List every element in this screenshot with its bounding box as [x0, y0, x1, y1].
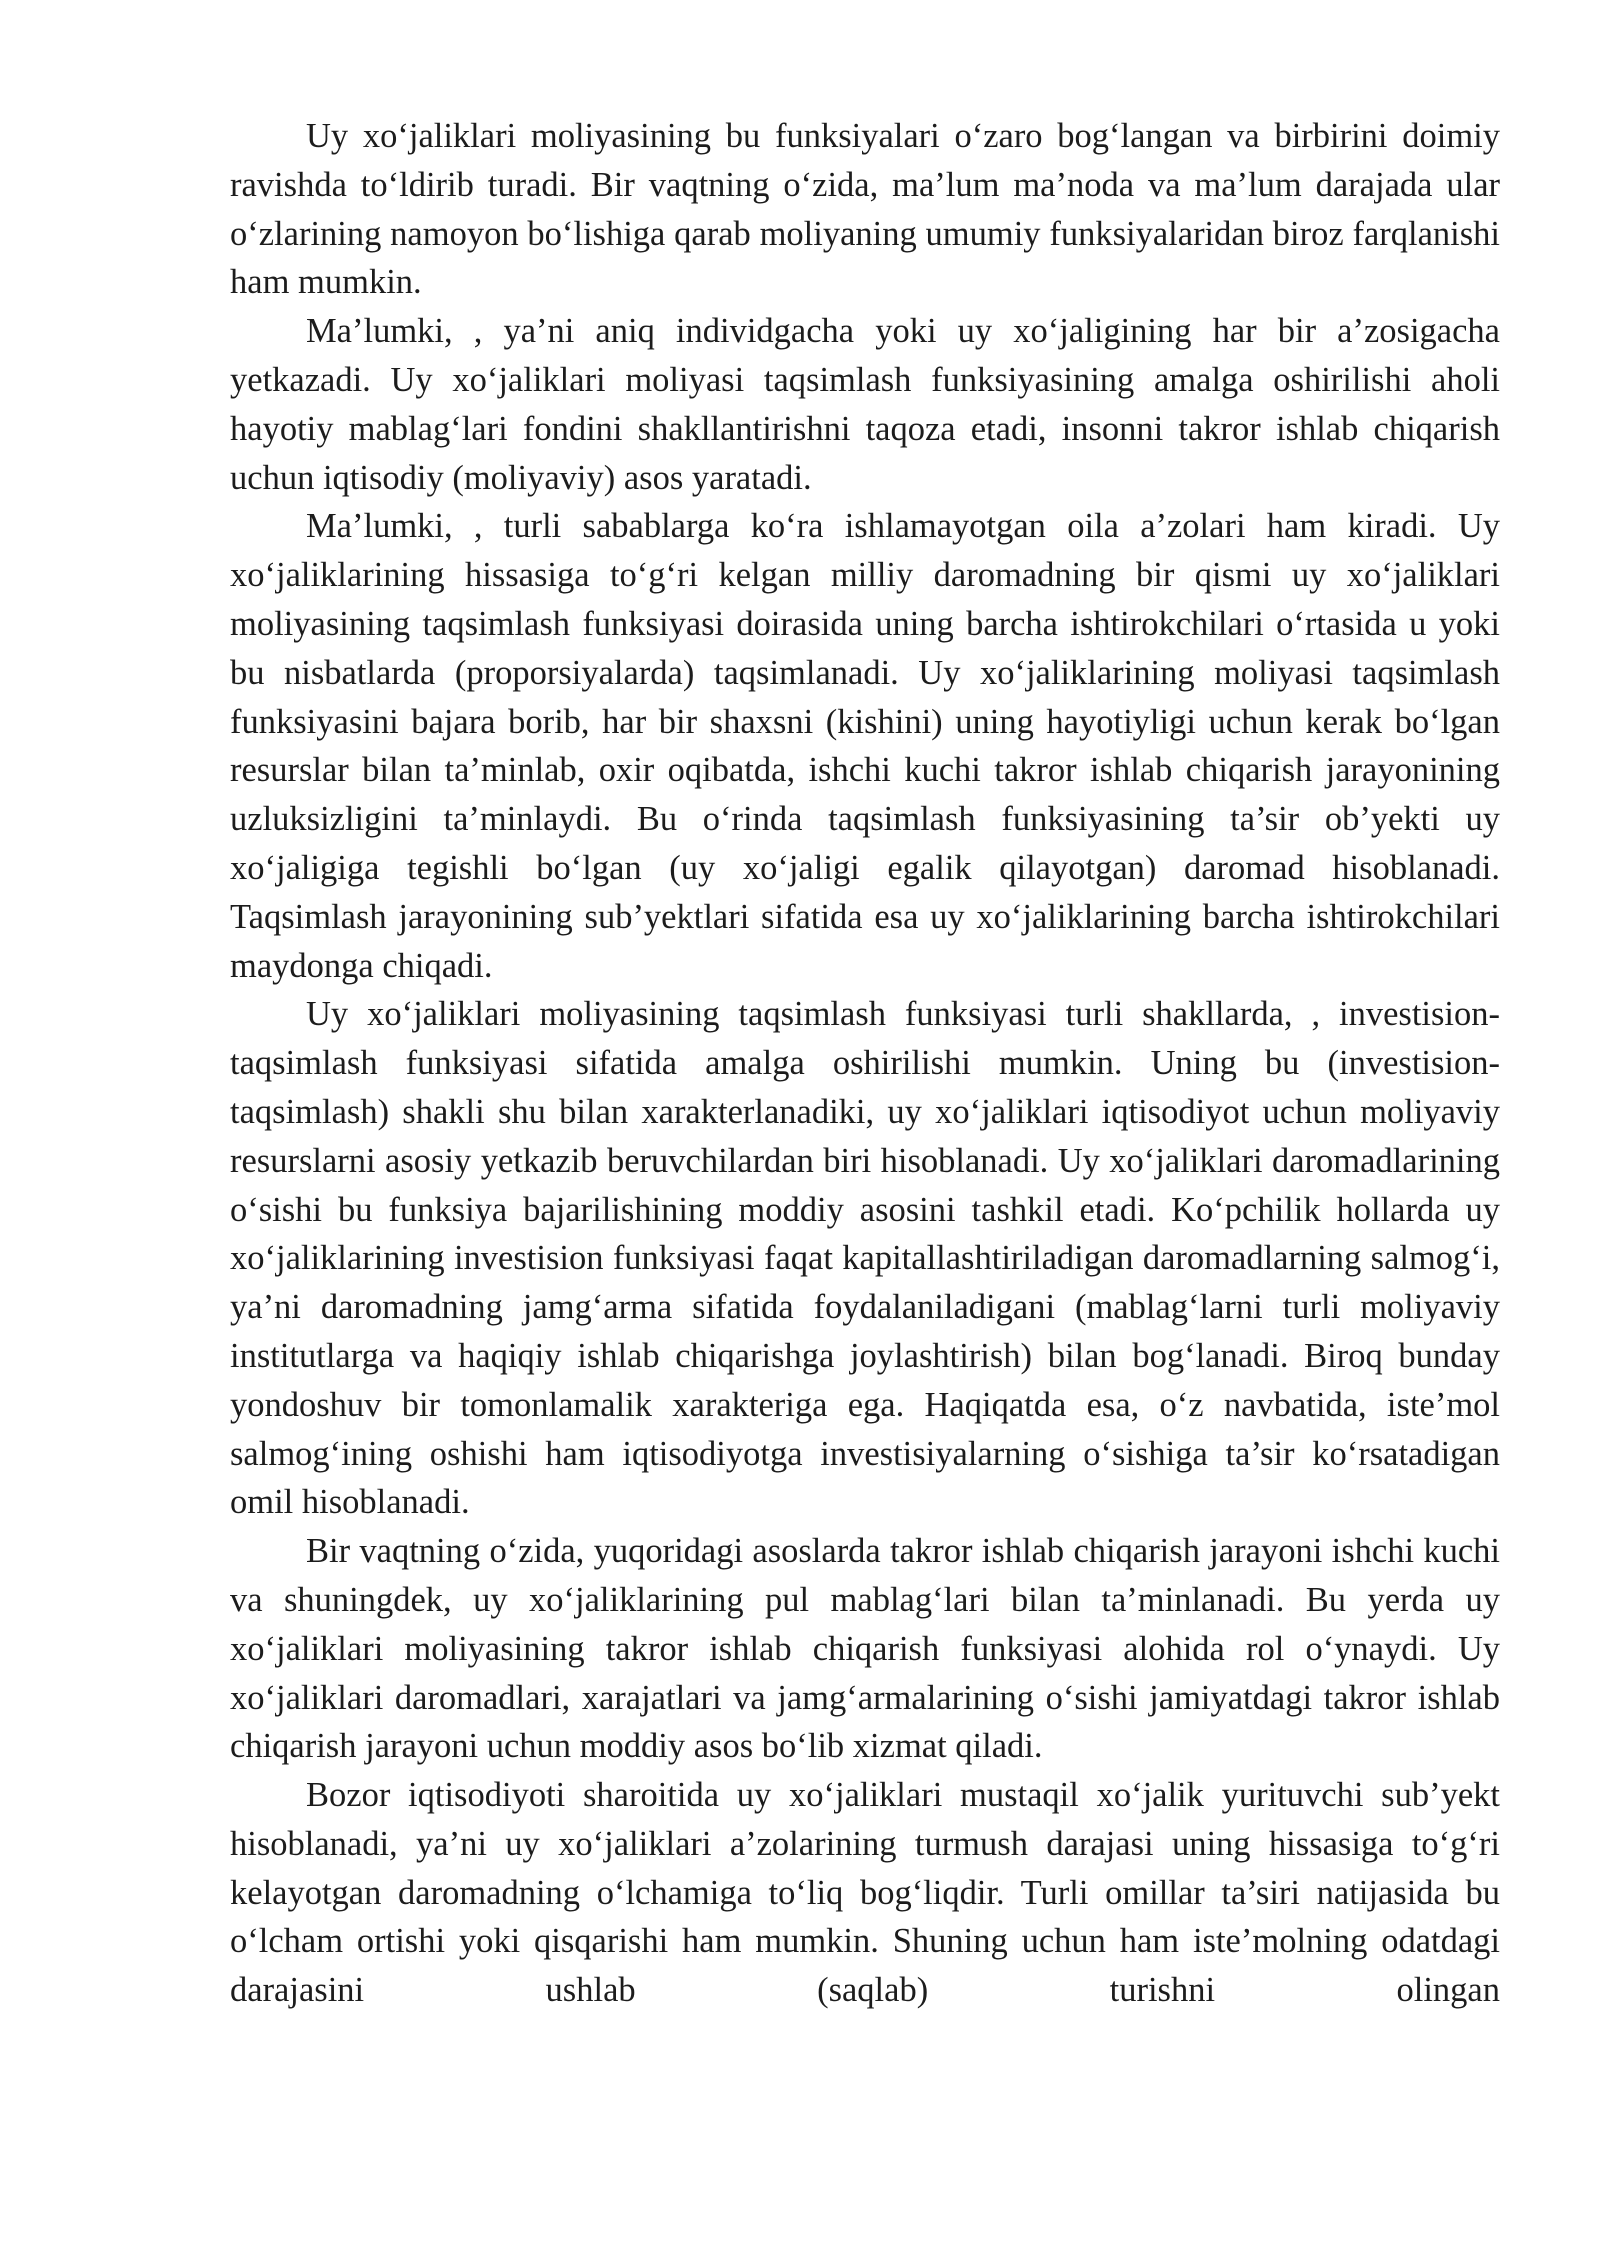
paragraph-6: Bozor iqtisodiyoti sharoitida uy xo‘jaliklari mustaqil xo‘jalik yurituvchi sub’yekt hisoblanadi, ya’ni uy xo‘jaliklari a’zolarining turmush darajasi uning hissasiga to‘g‘ri kelayotgan daromadning o‘lchamiga to‘liq bog‘liqdir. Turli omillar ta’siri natijasida bu o‘lcham ortishi yoki qisqarishi ham mumkin. Shuning uchun ham iste’molning odatdagi darajasini ushlab (saqlab) turishni olingan [230, 1776, 1500, 2010]
paragraph-3: Ma’lumki, , turli sabablarga ko‘ra ishlamayotgan oila a’zolari ham kiradi. Uy xo‘jaliklarining hissasiga to‘g‘ri kelgan milliy daromadning bir qismi uy xo‘jaliklari moliyasining taqsimlash funksiyasi doirasida uning barcha ishtirokchilari o‘rtasida u yoki bu nisbatlarda (proporsiyalarda) taqsimlanadi. Uy xo‘jaliklarining moliyasi taqsimlash funksiyasini bajara borib, har bir shaxsni (kishini) uning hayotiyligi uchun kerak bo‘lgan resurslar bilan ta’minlab, oxir oqibatda, ishchi kuchi takror ishlab chiqarish jarayonining uzluksizligini ta’minlaydi. Bu o‘rinda taqsimlash funksiyasining ta’sir ob’yekti uy xo‘jaligiga tegishli bo‘lgan (uy xo‘jaligi egalik qilayotgan) daromad hisoblanadi. Taqsimlash jarayonining sub’yektlari sifatida esa uy xo‘jaliklarining barcha ishtirokchilari maydonga chiqadi. [230, 507, 1500, 985]
body-text [230, 112, 1500, 2015]
paragraph-1: Uy xo‘jaliklari moliyasining bu funksiyalari o‘zaro bog‘langan va birbirini doimiy ravishda to‘ldirib turadi. Bir vaqtning o‘zida, ma’lum ma’noda va ma’lum darajada ular o‘zlarining namoyon bo‘lishiga qarab moliyaning umumiy funksiyalaridan biroz farqlanishi ham mumkin. [230, 117, 1500, 302]
paragraph-4: Uy xo‘jaliklari moliyasining taqsimlash funksiyasi turli shakllarda, , investision-taqsimlash funksiyasi sifatida amalga oshirilishi mumkin. Uning bu (investision-taqsimlash) shakli shu bilan xarakterlanadiki, uy xo‘jaliklari iqtisodiyot uchun moliyaviy resurslarni asosiy yetkazib beruvchilardan biri hisoblanadi. Uy xo‘jaliklari daromadlarining o‘sishi bu funksiya bajarilishining moddiy asosini tashkil etadi. Ko‘pchilik hollarda uy xo‘jaliklarining investision funksiyasi faqat kapitallashtiriladigan daromadlarning salmog‘i, ya’ni daromadning jamg‘arma sifatida foydalaniladigani (mablag‘larni turli moliyaviy institutlarga va haqiqiy ishlab chiqarishga joylashtirish) bilan bog‘lanadi. Biroq bunday yondoshuv bir tomonlamalik xarakteriga ega. Haqiqatda esa, o‘z navbatida, iste’mol salmog‘ining oshishi ham iqtisodiyotga investisiyalarning o‘sishiga ta’sir ko‘rsatadigan omil hisoblanadi. [230, 995, 1500, 1522]
paragraph-2: Ma’lumki, , ya’ni aniq individgacha yoki uy xo‘jaligining har bir a’zosigacha yetkazadi. Uy xo‘jaliklari moliyasi taqsimlash funksiyasining amalga oshirilishi aholi hayotiy mablag‘lari fondini shakllantirishni taqoza etadi, insonni takror ishlab chiqarish uchun iqtisodiy (moliyaviy) asos yaratadi. [230, 312, 1500, 497]
paragraph-5: Bir vaqtning o‘zida, yuqoridagi asoslarda takror ishlab chiqarish jarayoni ishchi kuchi va shuningdek, uy xo‘jaliklarining pul mablag‘lari bilan ta’minlanadi. Bu yerda uy xo‘jaliklari moliyasining takror ishlab chiqarish funksiyasi alohida rol o‘ynaydi. Uy xo‘jaliklari daromadlari, xarajatlari va jamg‘armalarining o‘sishi jamiyatdagi takror ishlab chiqarish jarayoni uchun moddiy asos bo‘lib xizmat qiladi. [230, 1532, 1500, 1766]
